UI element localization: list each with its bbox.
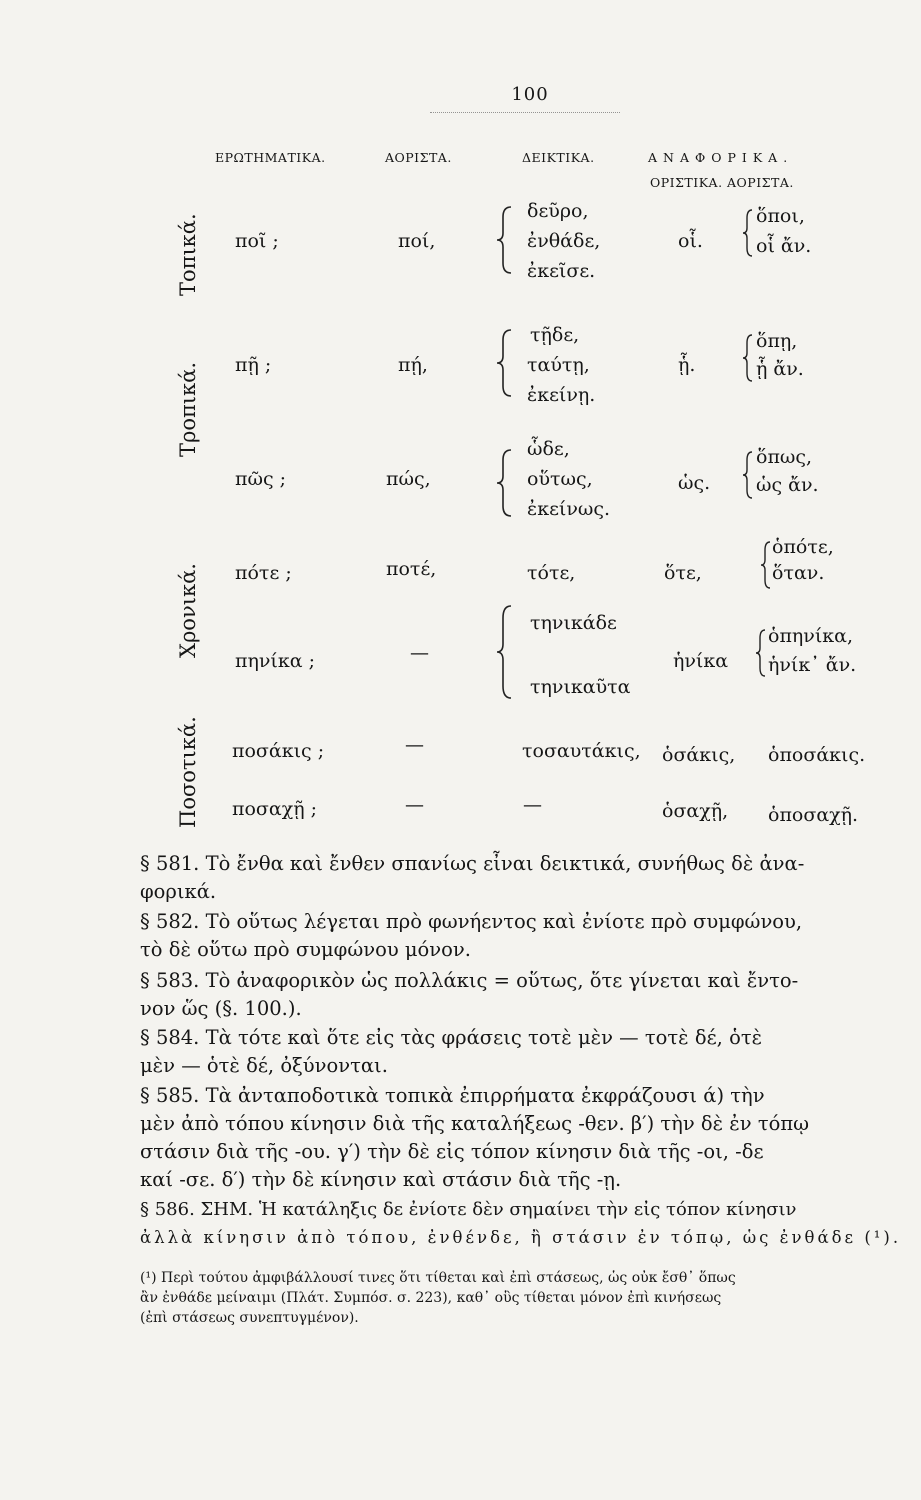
text-line: § 581. Τὸ ἔνθα καὶ ἔνθεν σπανίως εἶναι δεικτικά, συνήθως δὲ ἀνα- <box>140 852 805 875</box>
brace <box>495 604 515 700</box>
cell-demonstrative-1: τοσαυτάκις, <box>522 740 641 762</box>
cell-interrogative: πότε ; <box>235 562 292 584</box>
footnote-line: (¹) Περὶ τούτου ἀμφιβάλλουσί τινες ὅτι τίθεται καὶ ἐπὶ στάσεως, ὡς οὐκ ἔσθ᾽ ὅπως <box>140 1270 736 1286</box>
header-indefinite: ΑΟΡΙΣΤΑ. <box>385 150 452 165</box>
paragraph-584 <box>140 1024 910 1080</box>
cell-demonstrative-1: — <box>523 794 542 816</box>
cell-interrogative: ποῖ ; <box>235 230 279 252</box>
footnote-line: ἂν ἐνθάδε μείναιμι (Πλάτ. Συμπόσ. σ. 223), καθ᾽ οὓς τίθεται μόνον ἐπὶ κινήσεως <box>140 1290 722 1306</box>
cell-interrogative: πῶς ; <box>235 468 287 490</box>
cell-demonstrative-2: τηνικαῦτα <box>530 676 631 698</box>
header-interrogative: ΕΡΩΤΗΜΑΤΙΚΑ. <box>215 150 326 165</box>
cell-interrogative: πῇ ; <box>235 354 272 376</box>
side-label-topika: Τοπικά. <box>176 213 200 296</box>
cell-indef-relative-2: ᾗ ἄν. <box>756 358 804 380</box>
cell-definite: ὁσαχῇ, <box>662 800 729 822</box>
cell-interrogative: ποσάκις ; <box>232 740 325 762</box>
brace-small <box>742 450 754 500</box>
header-relative-sub: ΟΡΙΣΤΙΚΑ. ΑΟΡΙΣΤΑ. <box>650 175 794 190</box>
brace <box>495 328 515 398</box>
text-line: § 583. Τὸ ἀναφορικὸν ὡς πολλάκις = οὕτως, ὅτε γίνεται καὶ ἔντο- <box>140 969 799 992</box>
cell-indef-relative-1: ὁπότε, <box>772 536 834 558</box>
text-line: καί -σε. δ′) τὴν δὲ κίνησιν καὶ στάσιν διὰ τῆς -ῃ. <box>140 1168 622 1191</box>
cell-indefinite: πώς, <box>386 468 431 490</box>
cell-indefinite: — <box>405 734 424 756</box>
ornament-rule <box>430 112 620 119</box>
cell-indef-relative-1: ὅπως, <box>756 446 813 468</box>
cell-indef-relative-2: ἡνίκ᾽ ἄν. <box>768 654 857 676</box>
cell-definite: ᾗ. <box>678 354 696 376</box>
cell-indefinite: ποί, <box>398 230 436 252</box>
cell-demonstrative-1: δεῦρο, <box>527 200 589 222</box>
cell-demonstrative-1: ὧδε, <box>527 438 570 460</box>
brace-small <box>760 540 772 590</box>
brace-small <box>755 628 767 678</box>
side-label-tropika: Τροπικά. <box>176 361 200 457</box>
header-demonstrative: ΔΕΙΚΤΙΚΑ. <box>522 150 595 165</box>
page-number: 100 <box>511 84 549 105</box>
text-line: § 584. Τὰ τότε καὶ ὅτε εἰς τὰς φράσεις τοτὲ μὲν — τοτὲ δέ, ὁτὲ <box>140 1026 763 1049</box>
cell-definite: ὡς. <box>678 472 711 494</box>
text-line: ἀλλὰ κίνησιν ἀπὸ τόπου, ἐνθένδε, ἢ στάσιν ἐν τόπῳ, ὡς ἐνθάδε (¹). <box>140 1228 902 1247</box>
cell-demonstrative-2: ταύτῃ, <box>527 354 590 376</box>
text-line: νον ὥς (§. 100.). <box>140 997 302 1020</box>
text-line: § 586. ΣΗΜ. Ἡ κατάληξις δε ἐνίοτε δὲν σημαίνει τὴν εἰς τόπον κίνησιν <box>140 1199 797 1220</box>
cell-indef-relative-2: οἷ ἄν. <box>756 235 812 257</box>
cell-demonstrative-1: τότε, <box>527 562 576 584</box>
footnote <box>140 1268 910 1328</box>
brace-small <box>742 333 754 383</box>
cell-definite: ἡνίκα <box>673 650 729 672</box>
cell-indefinite: πῄ, <box>398 354 428 376</box>
cell-indef-relative-1: ὅπῃ, <box>756 330 798 352</box>
text-line: § 585. Τὰ ἀνταποδοτικὰ τοπικὰ ἐπιρρήματα ἐκφράζουσι ά) τὴν <box>140 1084 765 1107</box>
cell-indefinite: — <box>405 794 424 816</box>
paragraph-581 <box>140 850 910 906</box>
brace <box>495 448 515 518</box>
cell-indef-relative-2: ὡς ἄν. <box>756 474 819 496</box>
cell-interrogative: ποσαχῇ ; <box>232 798 318 820</box>
text-line: φορικά. <box>140 880 217 903</box>
paragraph-582 <box>140 908 910 964</box>
cell-demonstrative-2: ἐνθάδε, <box>527 230 601 252</box>
cell-demonstrative-3: ἐκείνῃ. <box>527 384 596 406</box>
paragraph-585 <box>140 1082 910 1194</box>
cell-definite: οἷ. <box>678 230 703 252</box>
footnote-line: (ἐπὶ στάσεως συνεπτυγμένον). <box>140 1310 359 1326</box>
cell-demonstrative-3: ἐκεῖσε. <box>527 260 596 282</box>
cell-definite: ὁσάκις, <box>662 744 736 766</box>
cell-indefinite: — <box>410 642 429 664</box>
cell-demonstrative-2: οὕτως, <box>527 468 593 490</box>
cell-indef-relative-1: ὅποι, <box>756 205 805 227</box>
text-line: μὲν — ὁτὲ δέ, ὀξύνονται. <box>140 1054 388 1077</box>
cell-indef-relative-1: ὁποσάκις. <box>768 744 866 766</box>
cell-demonstrative-1: τῇδε, <box>530 324 580 346</box>
brace <box>495 205 515 275</box>
cell-interrogative: πηνίκα ; <box>235 650 316 672</box>
paragraph-586 <box>140 1196 910 1252</box>
text-line: μὲν ἀπὸ τόπου κίνησιν διὰ τῆς καταλήξεως -θεν. β′) τὴν δὲ ἐν τόπῳ <box>140 1112 810 1135</box>
cell-definite: ὅτε, <box>664 562 702 584</box>
side-label-chronika: Χρονικά. <box>176 563 200 658</box>
text-line: στάσιν διὰ τῆς -ου. γ′) τὴν δὲ εἰς τόπον κίνησιν διὰ τῆς -οι, -δε <box>140 1140 764 1163</box>
cell-demonstrative-3: ἐκείνως. <box>527 498 611 520</box>
side-label-posotika: Ποσοτικά. <box>176 716 200 828</box>
brace-small <box>742 208 754 258</box>
text-line: § 582. Τὸ οὕτως λέγεται πρὸ φωνήεντος καὶ ἐνίοτε πρὸ συμφώνου, <box>140 910 803 933</box>
cell-demonstrative-1: τηνικάδε <box>530 612 617 634</box>
cell-indef-relative-2: ὅταν. <box>772 562 825 584</box>
cell-indef-relative-1: ὁποσαχῇ. <box>768 804 859 826</box>
cell-indefinite: ποτέ, <box>386 558 437 580</box>
text-line: τὸ δὲ οὕτω πρὸ συμφώνου μόνον. <box>140 938 471 961</box>
paragraph-583 <box>140 967 910 1023</box>
header-relative: ΑΝΑΦΟΡΙΚΑ. <box>648 150 794 165</box>
cell-indef-relative-1: ὁπηνίκα, <box>768 625 854 647</box>
